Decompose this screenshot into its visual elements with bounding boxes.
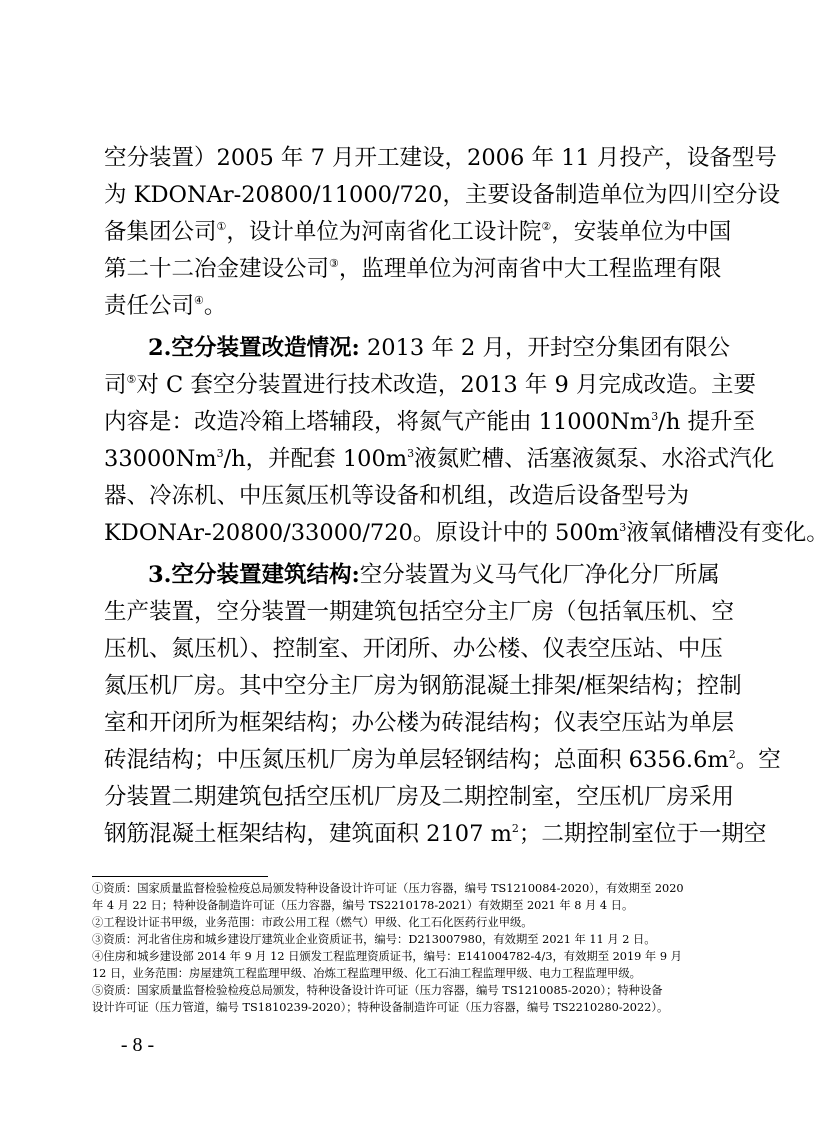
footnote-ref-3: ③ [329, 257, 339, 270]
footnote-line: 年 4 月 22 日；特种设备制造许可证（压力容器，编号 TS2210178-2021）有效期至 2021 年 8 月 4 日。 [92, 899, 634, 912]
section3-line-5: 室和开闭所为框架结构；办公楼为砖混结构；仪表空压站为单层 [104, 710, 735, 736]
footnote-line: ①资质：国家质量监督检验检疫总局颁发特种设备设计许可证（压力容器，编号 TS1210084-2020），有效期至 2020 [92, 882, 684, 895]
section3-line-7: 分装置二期建筑包括空压机厂房及二期控制室，空压机厂房采用 [104, 784, 735, 810]
footnote-line: ④住房和城乡建设部 2014 年 9 月 12 日颁发工程监理资质证书，编号：E141004782-4/3，有效期至 2019 年 9 月 [92, 950, 682, 963]
footnote-line: ⑤资质：国家质量监督检验检疫总局颁发，特种设备设计许可证（压力容器，编号 TS1210085-2020）；特种设备 [92, 984, 663, 997]
footnote-line: ③资质：河北省住房和城乡建设厅建筑业企业资质证书，编号：D213007980，有效期至 2021 年 11 月 2 日。 [92, 933, 656, 946]
body-line-3: 备集团公司①，设计单位为河南省化工设计院②，安装单位为中国 [104, 219, 732, 245]
footnote-line: ②工程设计证书甲级，业务范围：市政公用工程（燃气）甲级、化工石化医药行业甲级。 [92, 916, 533, 929]
footnote-ref-1: ① [216, 220, 227, 233]
section3-heading: 3.空分装置建筑结构: [148, 562, 360, 588]
body-line-4: 第二十二冶金建设公司③，监理单位为河南省中大工程监理有限 [104, 256, 722, 282]
section3-line-4: 氮压机厂房。其中空分主厂房为钢筋混凝土排架/框架结构；控制 [104, 673, 742, 699]
page-number: - 8 - [120, 1034, 155, 1056]
section2-line-6: KDONAr-20800/33000/720。原设计中的 $500m^3$液氧储槽没有变化。 [104, 520, 829, 546]
footnote-separator [92, 876, 268, 877]
section2-heading: 2.空分装置改造情况: [148, 335, 360, 361]
footnote-line: 设计许可证（压力管道，编号 TS1810239-2020）；特种设备制造许可证（压力容器，编号 TS2210280-2022）。 [92, 1001, 669, 1014]
section3-line-3: 压机、氮压机）、控制室、开闭所、办公楼、仪表空压站、中压 [104, 636, 723, 662]
section2-line-4: 33000Nm$^3$/h，并配套 $100m^3$液氮贮槽、活塞液氮泵、水浴式汽化 [104, 446, 775, 472]
footnote-ref-2: ② [541, 220, 552, 233]
body-line-2: 为 KDONAr-20800/11000/720，主要设备制造单位为四川空分设 [104, 182, 781, 208]
footnote-ref-4: ④ [194, 294, 204, 307]
section3-line-6: 砖混结构；中压氮压机厂房为单层轻钢结构；总面积 $6356.6m^2$。空 [104, 747, 781, 773]
footnote-line: 12 日，业务范围：房屋建筑工程监理甲级、冶炼工程监理甲级、化工石油工程监理甲级、电力工程监理甲级。 [92, 967, 641, 980]
section2-line-2: 司⑤对 C 套空分装置进行技术改造，2013 年 9 月完成改造。主要 [104, 372, 756, 398]
section2-line-5: 器、冷冻机、中压氮压机等设备和机组，改造后设备型号为 [104, 483, 690, 509]
section3-line-2: 生产装置，空分装置一期建筑包括空分主厂房（包括氧压机、空 [104, 599, 735, 625]
footnote-ref-5: ⑤ [126, 373, 137, 386]
body-line-1: 空分装置）2005 年 7 月开工建设，2006 年 11 月投产，设备型号 [104, 145, 777, 171]
body-line-5: 责任公司④。 [104, 293, 227, 319]
section2-line-3: 内容是：改造冷箱上塔辅段，将氮气产能由 11000Nm$^3$/h 提升至 [104, 409, 755, 435]
section3-line-1: 3.空分装置建筑结构:空分装置为义马气化厂净化分厂所属 [148, 562, 720, 588]
section2-line-1: 2.空分装置改造情况: 2013 年 2 月，开封空分集团有限公 [148, 335, 730, 361]
section3-line-8: 钢筋混凝土框架结构，建筑面积 2107 $m^2$；二期控制室位于一期空 [104, 821, 767, 847]
